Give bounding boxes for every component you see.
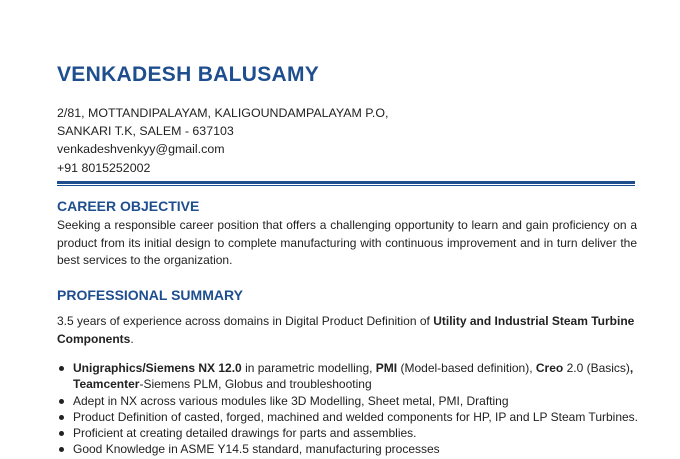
- phone: +91 8015252002: [57, 161, 151, 175]
- candidate-name: VENKADESH BALUSAMY: [57, 63, 320, 86]
- summary-bullet: [57, 425, 647, 441]
- bullet-text: Proficient at creating detailed drawings for parts and assemblies.: [73, 426, 417, 441]
- summary-bullet: [57, 393, 647, 409]
- bullet-dot-icon: [59, 447, 64, 452]
- bullet-bold-creo: Creo: [535, 361, 564, 375]
- bullet-text: Adept in NX across various modules like 3D Modelling, Sheet metal, PMI, Drafting: [73, 393, 509, 408]
- address-line-2: SANKARI T.K, SALEM - 637103: [57, 124, 234, 138]
- address-line-1: 2/81, MOTTANDIPALAYAM, KALIGOUNDAMPALAYAM P.O,: [57, 106, 389, 120]
- summary-intro-end: .: [130, 331, 134, 346]
- bullet-dot-icon: [59, 399, 64, 404]
- bullet-bold-teamcenter: Teamcenter: [73, 377, 140, 392]
- header-divider-thin: [57, 185, 635, 186]
- bullet-bold-comma: ,: [629, 361, 634, 375]
- bullet-text: Good Knowledge in ASME Y14.5 standard, manufacturing processes: [73, 442, 440, 457]
- summary-bullet-tools: [57, 360, 647, 393]
- summary-bullet: [57, 409, 647, 425]
- header-divider-thick: [57, 181, 635, 184]
- summary-intro-text: 3.5 years of experience across domains in Digital Product Definition of: [57, 314, 434, 328]
- bullet-text: in parametric modelling,: [241, 361, 376, 375]
- bullet-text: (Model-based definition),: [397, 361, 536, 375]
- professional-summary-title: PROFESSIONAL SUMMARY: [57, 287, 243, 303]
- career-objective-text: Seeking a responsible career position that offers a challenging opportunity to learn and gain proficiency on a product from its initial design to complete manufacturing with continuous improvement and in turn deliver the best services to the organization.: [57, 218, 637, 267]
- summary-bullet: [57, 441, 647, 457]
- bullet-text: 2.0 (Basics): [563, 361, 630, 375]
- summary-intro: [57, 313, 637, 348]
- summary-intro-bold: Utility and Industrial Steam Turbine Components: [57, 314, 635, 346]
- email: venkadeshvenkyy@gmail.com: [57, 142, 225, 156]
- bullet-dot-icon: [59, 415, 64, 420]
- bullet-bold-pmi: PMI: [375, 361, 398, 375]
- bullet-text: Product Definition of casted, forged, machined and welded components for HP, IP and LP Steam Turbines.: [73, 409, 639, 424]
- bullet-dot-icon: [59, 431, 64, 436]
- career-objective-title: CAREER OBJECTIVE: [57, 198, 200, 214]
- bullet-dot-icon: [59, 366, 64, 371]
- summary-bullet-list: [57, 360, 647, 458]
- bullet-text: -Siemens PLM, Globus and troubleshooting: [139, 377, 372, 392]
- bullet-bold-nx: Unigraphics/Siemens NX 12.0: [73, 361, 242, 375]
